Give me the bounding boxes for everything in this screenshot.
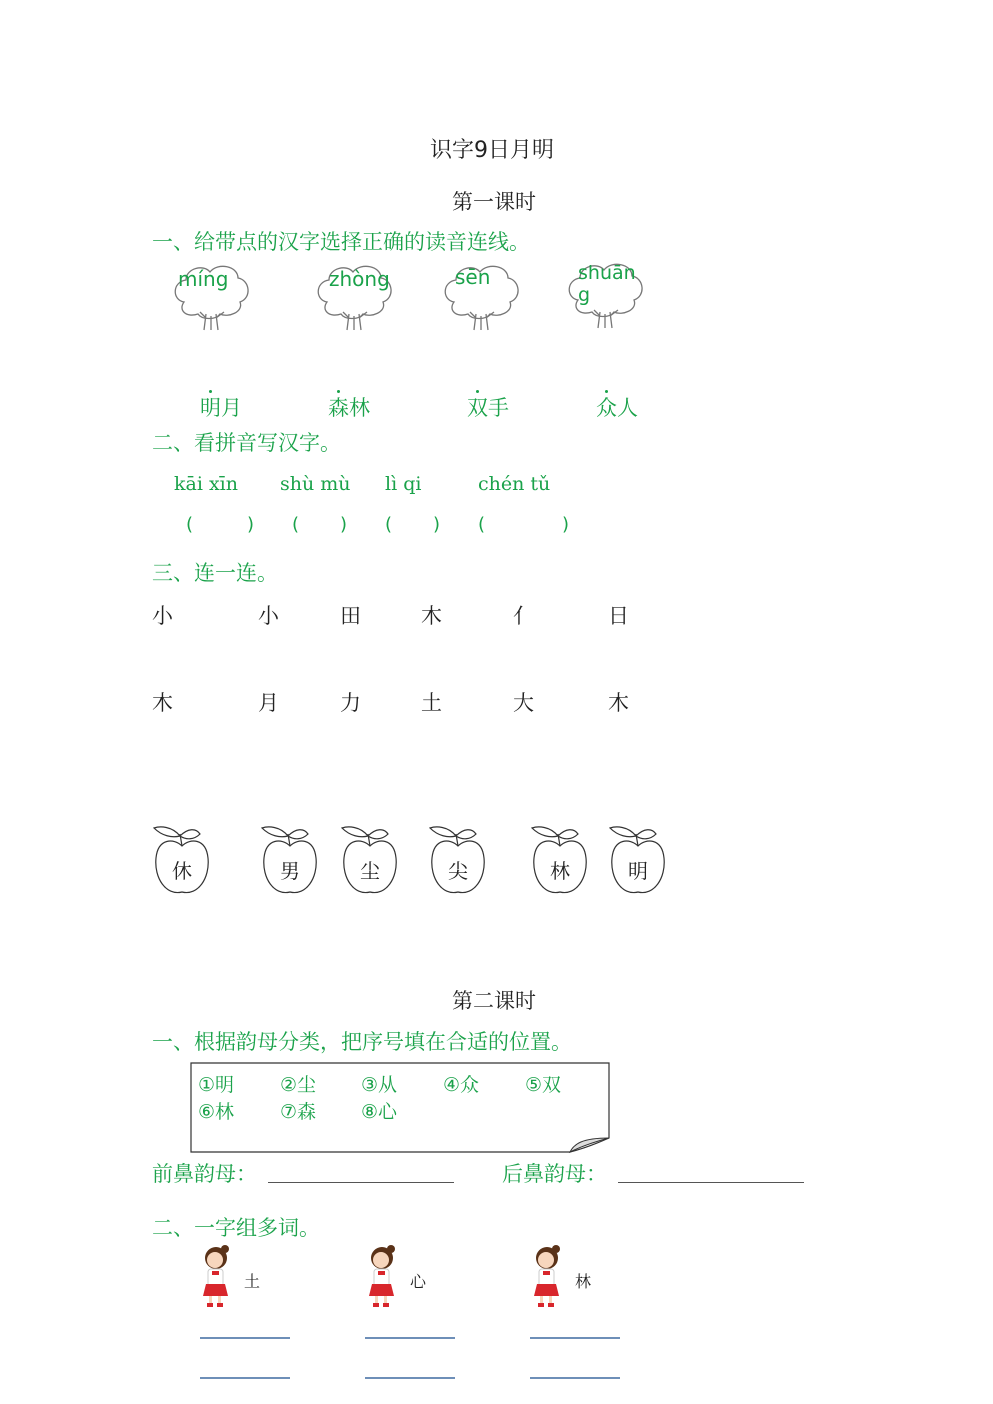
group-char: 心 xyxy=(410,1272,427,1291)
dotted-char: 双 xyxy=(467,396,488,420)
answer-paren-close: ) xyxy=(247,514,255,535)
option-item: ④众 xyxy=(443,1074,480,1096)
word-answer-line[interactable] xyxy=(365,1377,455,1379)
answer-paren-open: ( xyxy=(385,514,393,535)
apple-card xyxy=(530,822,590,898)
option-item: ⑤双 xyxy=(525,1074,562,1096)
apple-card xyxy=(260,822,320,898)
answer-paren-close: ) xyxy=(562,514,570,535)
word-answer-line[interactable] xyxy=(200,1337,290,1339)
top-char: 田 xyxy=(340,604,361,628)
word-item xyxy=(596,392,638,422)
back-nasal-answer-line[interactable] xyxy=(618,1182,804,1183)
girl-icon xyxy=(366,1244,402,1308)
girl-icon xyxy=(531,1244,567,1308)
top-char: 小 xyxy=(152,604,173,628)
group-char: 土 xyxy=(244,1272,261,1291)
apple-char: 男 xyxy=(280,859,300,883)
apple-card xyxy=(428,822,488,898)
girl-icon xyxy=(200,1244,236,1308)
lesson2-q2-instruction: 二、一字组多词。 xyxy=(152,1216,320,1240)
bottom-char: 力 xyxy=(340,691,361,715)
word-rest: 林 xyxy=(349,396,370,420)
bottom-char: 土 xyxy=(421,691,442,715)
apple-char: 休 xyxy=(172,859,192,883)
girl-figure xyxy=(366,1244,402,1308)
word-rest: 手 xyxy=(488,396,509,420)
girl-figure xyxy=(200,1244,236,1308)
pinyin-item: kāi xīn xyxy=(174,473,238,495)
tree-pinyin: sēn xyxy=(455,265,491,289)
word-rest: 人 xyxy=(617,396,638,420)
answer-paren-open: ( xyxy=(478,514,486,535)
page-title: 识字9日月明 xyxy=(430,138,554,163)
option-item: ②尘 xyxy=(280,1074,317,1096)
tree-pinyin: shuāng xyxy=(578,262,636,306)
group-char: 林 xyxy=(575,1272,592,1291)
word-item xyxy=(200,392,242,422)
front-nasal-label: 前鼻韵母： xyxy=(152,1162,257,1186)
bottom-char: 木 xyxy=(152,691,173,715)
front-nasal-answer-line[interactable] xyxy=(268,1182,454,1183)
dotted-char: 明 xyxy=(200,396,221,420)
top-char: 木 xyxy=(421,604,442,628)
option-item: ⑥林 xyxy=(198,1101,235,1123)
tree-card xyxy=(440,260,522,332)
word-answer-line[interactable] xyxy=(200,1377,290,1379)
answer-paren-open: ( xyxy=(186,514,194,535)
back-nasal-label: 后鼻韵母： xyxy=(502,1162,607,1186)
word-answer-line[interactable] xyxy=(365,1337,455,1339)
q3-instruction: 三、连一连。 xyxy=(152,561,278,585)
tree-pinyin: zhòng xyxy=(329,267,390,291)
word-item xyxy=(467,392,509,422)
option-item: ⑦森 xyxy=(280,1101,317,1123)
bottom-char: 木 xyxy=(608,691,629,715)
tree-card xyxy=(170,260,252,332)
answer-paren-close: ) xyxy=(433,514,441,535)
girl-figure xyxy=(531,1244,567,1308)
top-char: 亻 xyxy=(513,604,534,628)
word-item xyxy=(328,392,370,422)
option-item: ⑧心 xyxy=(361,1101,398,1123)
apple-char: 尖 xyxy=(448,859,468,883)
q2-instruction: 二、看拼音写汉字。 xyxy=(152,431,341,455)
apple-card xyxy=(340,822,400,898)
tree-card xyxy=(564,258,646,330)
apple-char: 明 xyxy=(628,859,648,883)
answer-paren-open: ( xyxy=(292,514,300,535)
answer-paren-close: ) xyxy=(340,514,348,535)
lesson1-heading: 第一课时 xyxy=(452,190,536,214)
lesson2-q1-instruction: 一、根据韵母分类，把序号填在合适的位置。 xyxy=(152,1030,572,1054)
lesson2-heading: 第二课时 xyxy=(452,989,536,1013)
q1-instruction: 一、给带点的汉字选择正确的读音连线。 xyxy=(152,230,530,254)
word-answer-line[interactable] xyxy=(530,1377,620,1379)
pinyin-item: shù mù xyxy=(280,473,351,495)
dotted-char: 众 xyxy=(596,396,617,420)
options-box xyxy=(190,1062,610,1154)
tree-pinyin: míng xyxy=(178,267,229,291)
apple-char: 尘 xyxy=(360,859,380,883)
top-char: 日 xyxy=(608,604,629,628)
tree-card xyxy=(313,260,395,332)
word-answer-line[interactable] xyxy=(530,1337,620,1339)
pinyin-item: lì qi xyxy=(385,473,422,495)
apple-card xyxy=(152,822,212,898)
word-rest: 月 xyxy=(221,396,242,420)
option-item: ③从 xyxy=(361,1074,398,1096)
dotted-char: 森 xyxy=(328,396,349,420)
bottom-char: 月 xyxy=(258,691,279,715)
pinyin-item: chén tǔ xyxy=(478,473,551,495)
bottom-char: 大 xyxy=(513,691,534,715)
apple-card xyxy=(608,822,668,898)
option-item: ①明 xyxy=(198,1074,235,1096)
apple-char: 林 xyxy=(550,859,570,883)
top-char: 小 xyxy=(258,604,279,628)
